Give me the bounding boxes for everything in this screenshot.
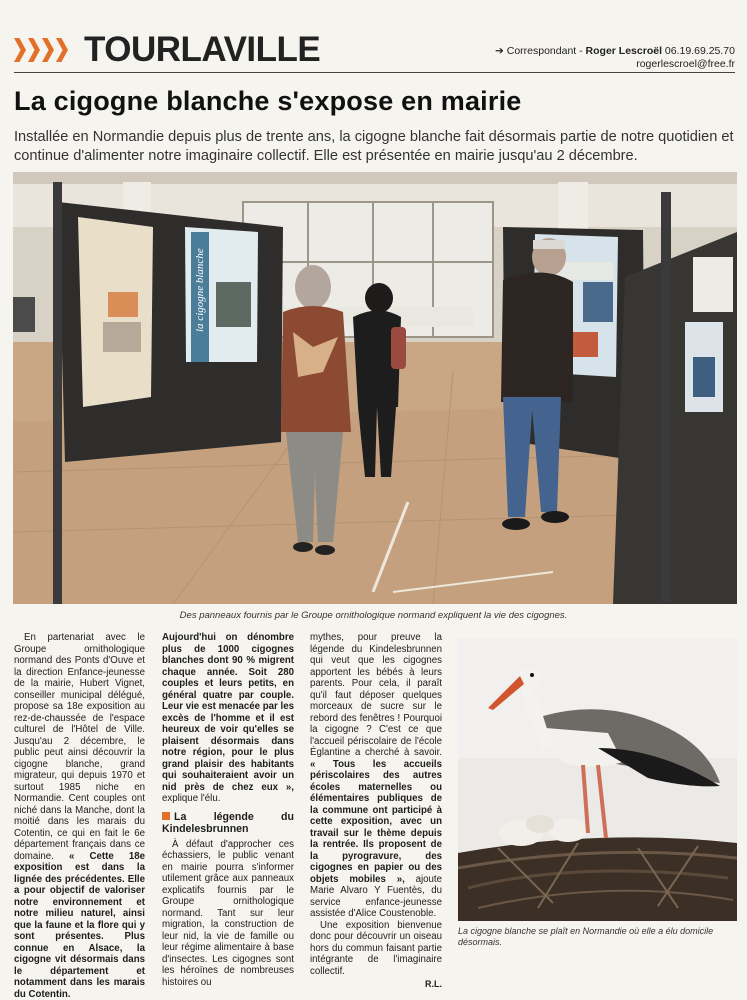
col2-text: explique l'élu.: [162, 793, 221, 804]
headline: La cigogne blanche s'expose en mairie: [14, 86, 522, 116]
paragraph: [162, 632, 294, 805]
column-3: [310, 632, 442, 991]
correspondent-prefix: Correspondant -: [506, 45, 586, 57]
correspondent-name: Roger Lescroël: [585, 45, 662, 57]
col2-quote: Aujourd'hui on dénombre plus de 1000 cigognes blanches dont 90 % migrent chaque année. Soit 280 couples et leurs petits, en général quatre par couple. Leur vie est menacée par les excès de l'homme et il est heureux de voir qu'elles se plaisent désormais dans notre région, pour le plus grand plaisir des habitants qui souhaiteraient avoir un nid près de chez eux »,: [162, 632, 294, 793]
arrow-icon: ➔: [495, 45, 504, 57]
square-bullet-icon: [162, 812, 170, 820]
subhead: [162, 811, 294, 835]
paragraph: [14, 632, 145, 1000]
signature: R.L.: [425, 979, 442, 989]
correspondent-phone: 06.19.69.25.70: [664, 45, 735, 57]
subhead-text: La légende du Kindelesbrunnen: [162, 810, 294, 835]
section-chevrons-icon: [14, 38, 68, 62]
col3-text-2: ajoute Marie Alvaro Y Fuentès, du service enfance-jeunesse assistée d'Alice Coustenoble.: [310, 873, 442, 919]
correspondent-email: rogerlescroel@free.fr: [636, 58, 735, 70]
column-2: [162, 632, 294, 988]
panel-sign: la cigogne blanche: [194, 248, 206, 332]
column-1: [14, 632, 145, 1000]
lede: Installée en Normandie depuis plus de trente ans, la cigogne blanche fait désormais partie de notre quotidien et continue d'alimenter notre imaginaire collectif. Elle est présentée en mairie jusqu'au 2 décembre.: [14, 129, 734, 164]
col3-quote: « Tous les accueils périscolaires des autres écoles maternelles ou élémentaires publiques de la commune ont participé à cette exposition, avec un travail sur le thème depuis la rentrée. Ils proposent de la pyrogravure, des cigognes en papier ou des objets mobiles »,: [310, 758, 442, 885]
exhibition-photo: [13, 172, 737, 604]
paragraph: [310, 632, 442, 920]
header-rule: [14, 72, 735, 73]
stork-caption: La cigogne blanche se plaît en Normandie où elle a élu domicile désormais.: [458, 926, 714, 947]
correspondent-info: [495, 45, 735, 71]
paragraph: Une exposition bienvenue donc pour découvrir un oiseau hors du commun faisant partie intégrante de l'imaginaire collectif.: [310, 919, 442, 977]
stork-photo: [458, 638, 737, 921]
col3-text: mythes, pour preuve la légende du Kindelesbrunnen qui veut que les cigognes apportent les bébés à leurs parents. Pour cela, il paraît qu'il faut déposer quelques morceaux de sucre sur le rebord des fenêtres ! Pourquoi la cigogne ? C'est ce que l'accueil périscolaire de l'école Églantine a cherché à savoir.: [310, 632, 442, 758]
col1-text: En partenariat avec le Groupe ornithologique normand des Ponts d'Ouve et la direction Enfance-jeunesse de la mairie, Hubert Vignet, conseiller municipal délégué, propose sa 18e exposition au rez-de-chaussée de l'espace culturel de l'Hôtel de Ville. Jusqu'au 2 décembre, le public peut ainsi découvrir la cigogne blanche, grand migrateur, qui depuis 1970 et surtout 1985 niche en Normandie. Cent couples ont niché dans la Manche, dont la moitié dans les marais du Cotentin, ce qui en fait le 6e département français dans ce domaine.: [14, 632, 145, 862]
col1-quote: « Cette 18e exposition est dans la lignée des précédentes. Elle a pour objectif de valoriser notre environnement et notre milieu naturel, ainsi que la faune et la flore qui y sont présentes. Plus connue en Alsace, la cigogne vit désormais dans le département et notamment dans les marais du Cotentin.: [14, 850, 145, 1000]
section-title: TOURLAVILLE: [84, 30, 321, 69]
photo-caption: Des panneaux fournis par le Groupe ornithologique normand expliquent la vie des cigognes.: [179, 610, 568, 621]
paragraph: À défaut d'approcher ces échassiers, le public venant en mairie pourra s'informer utilement grâce aux panneaux explicatifs fournis par le Groupe ornithologique normand. Tant sur leur migration, la construction de leur nid, la vie de famille ou leur régime alimentaire à base d'insectes. Les cigognes sont les héroïnes de nombreuses histoires ou: [162, 838, 294, 988]
